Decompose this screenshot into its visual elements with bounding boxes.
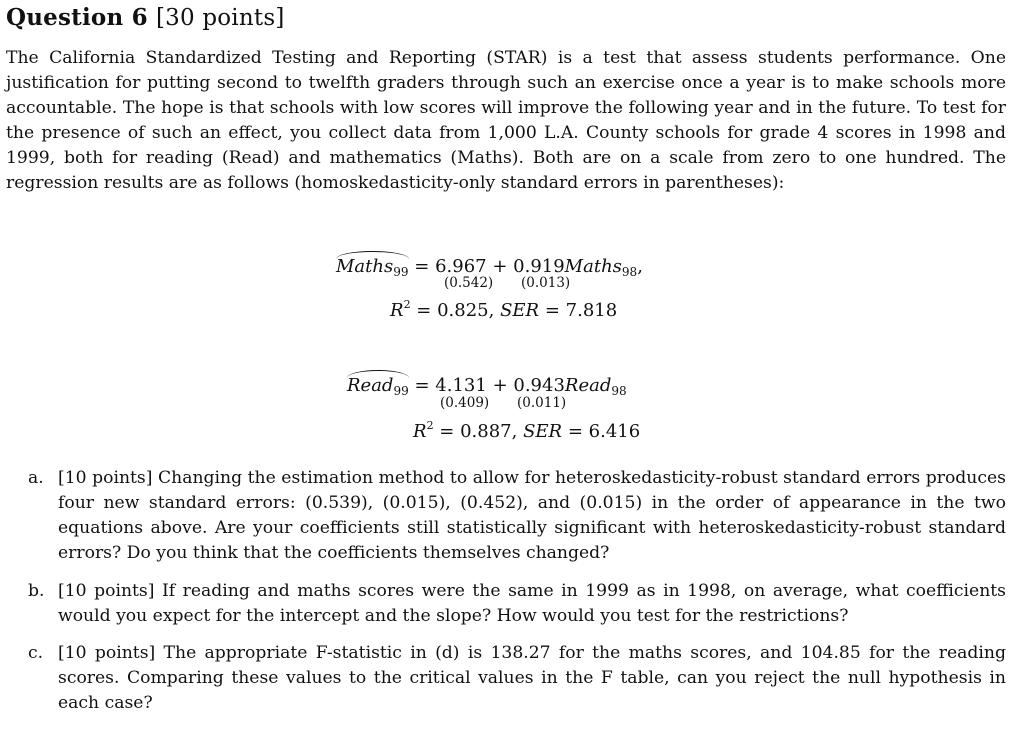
read-slope: 0.943 <box>513 375 565 396</box>
question-title-points: [30 points] <box>155 5 285 31</box>
question-item-a <box>28 466 1006 566</box>
item-text: [10 points] The appropriate F-statistic in (d) is 138.27 for the maths scores, and 104.85 for the reading scores. Comparing these values to the critical values in the F table, can you reject the null hypothesis in each case? <box>58 643 1006 713</box>
item-label: c. <box>28 643 44 663</box>
item-label: b. <box>28 581 45 601</box>
read-regression-equation: Read$_{99}$ = 4.131 + 0.943Read$_{98}$ <box>347 375 627 398</box>
read98-var: Read$_{98}$ <box>564 375 627 398</box>
read99-hat: Read$_{99}$ <box>347 375 409 398</box>
maths99-hat: Maths$_{99}$ <box>336 256 409 279</box>
read-se-intercept: (0.409) <box>440 395 490 411</box>
question-intro: The California Standardized Testing and Reporting (STAR) is a test that assess students performance. One justification for putting second to twelfth graders through such an exercise once a year is to make schools more accountable. The hope is that schools with low scores will improve the following year and in the future. To test for the presence of such an effect, you collect data from 1,000 L.A. County schools for grade 4 scores in 1998 and 1999, both for reading (Read) and mathematics (Maths). Both are on a scale from zero to one hundred. The regression results are as follows (homoskedasticity-only standard errors in parentheses): <box>6 48 1006 193</box>
item-text: [10 points] If reading and maths scores were the same in 1999 as in 1998, on average, what coefficients would you expect for the intercept and the slope? How would you test for the restrictions? <box>58 581 1006 626</box>
read-r2: 0.887 <box>460 421 512 442</box>
maths-se-slope: (0.013) <box>521 275 571 291</box>
item-label: a. <box>28 468 44 488</box>
maths-ser: 7.818 <box>565 300 618 321</box>
maths-slope: 0.919 <box>513 256 565 277</box>
question-item-b <box>28 579 1006 629</box>
maths98-var: Maths$_{98}$ <box>564 256 638 279</box>
maths-fit-statistics: $R^2 = 0.825$, SER = 7.818 <box>390 298 618 321</box>
question-title-main: Question 6 <box>6 4 156 31</box>
question-item-c <box>28 641 1006 716</box>
read-fit-statistics: $R^2 = 0.887$, SER = 6.416 <box>413 419 641 442</box>
read-se-slope: (0.011) <box>517 395 567 411</box>
item-text: [10 points] Changing the estimation method to allow for heteroskedasticity-robust standard errors produces four new standard errors: (0.539), (0.015), (0.452), and (0.015) in the order of appearance in the two equations above. Are your coefficients still statistically significant with heteroskedasticity-robust standard errors? Do you think that the coefficients themselves changed? <box>58 468 1006 563</box>
maths-r2: 0.825 <box>437 300 489 321</box>
question-title <box>6 4 285 31</box>
maths-se-intercept: (0.542) <box>444 275 494 291</box>
read-ser: 6.416 <box>588 421 641 442</box>
read-intercept: 4.131 <box>435 375 487 396</box>
maths-regression-equation: Maths$_{99}$ = 6.967 + 0.919Maths$_{98}$, <box>336 256 643 279</box>
maths-intercept: 6.967 <box>435 256 487 277</box>
